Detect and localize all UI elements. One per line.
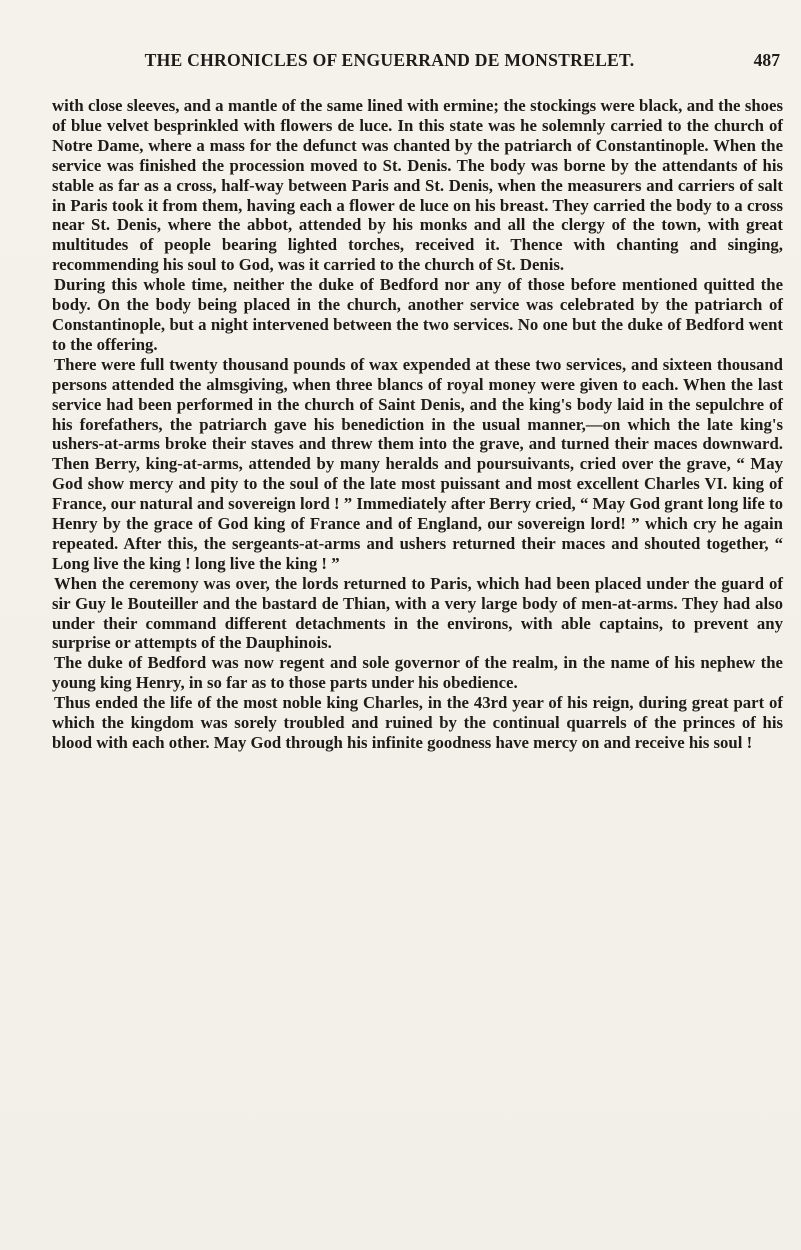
running-title: THE CHRONICLES OF ENGUERRAND DE MONSTRELET. [144,50,635,70]
paragraph-4: When the ceremony was over, the lords returned to Paris, which had been placed under the guard of sir Guy le Bouteiller and the bastard de Thian, with a very large body of men-at-arms. They had also under their command different detachments in the environs, with able captains, to prevent any surprise or attempts of the Dauphinois. [52,573,783,653]
paragraph-1: with close sleeves, and a mantle of the same lined with ermine; the stockings were black, and the shoes of blue velvet besprinkled with flowers de luce. In this state was he solemnly carried to the church of Notre Dame, where a mass for the defunct was chanted by the patriarch of Constantinople. When the service was finished the procession moved to St. Denis. The body was borne by the attendants of his stable as far as a cross, half-way between Paris and St. Denis, when the measurers and carriers of salt in Paris took it from them, having each a flower de luce on his breast. They carried the body to a cross near St. Denis, where the abbot, attended by his monks and all the clergy of the town, with great multitudes of people bearing lighted torches, received it. Thence with chanting and singing, recommending his soul to God, was it carried to the church of St. Denis. [52,96,783,275]
paragraph-2: During this whole time, neither the duke of Bedford nor any of those before mentioned quitted the body. On the body being placed in the church, another service was celebrated by the patriarch of Constantinople, but a night intervened between the two services. No one but the duke of Bedford went to the offering. [52,275,783,354]
paragraph-6: Thus ended the life of the most noble king Charles, in the 43rd year of his reign, during great part of which the kingdom was sorely troubled and ruined by the continual quarrels of the princes of his blood with each other. May God through his infinite goodness have mercy on and receive his soul ! [52,693,783,752]
page-header [52,50,780,74]
body-text [52,96,783,753]
paragraph-5: The duke of Bedford was now regent and sole governor of the realm, in the name of his nephew the young king Henry, in so far as to those parts under his obedience. [52,653,783,693]
page-number: 487 [753,50,780,70]
paragraph-3: There were full twenty thousand pounds of wax expended at these two services, and sixteen thousand persons attended the almsgiving, when three blancs of royal money were given to each. When the last service had been performed in the church of Saint Denis, and the king's body laid in the sepulchre of his forefathers, the patriarch gave his benediction in the usual manner,—on which the late king's ushers-at-arms broke their staves and threw them into the grave, and turned their maces downward. Then Berry, king-at-arms, attended by many heralds and poursuivants, cried over the grave, “ May God show mercy and pity to the soul of the late most puissant and most excellent Charles VI. king of France, our natural and sovereign lord ! ” Immediately after Berry cried, “ May God grant long life to Henry by the grace of God king of France and of England, our sovereign lord! ” which cry he again repeated. After this, the sergeants-at-arms and ushers returned their maces and shouted together, “ Long live the king ! long live the king ! ” [52,354,783,573]
